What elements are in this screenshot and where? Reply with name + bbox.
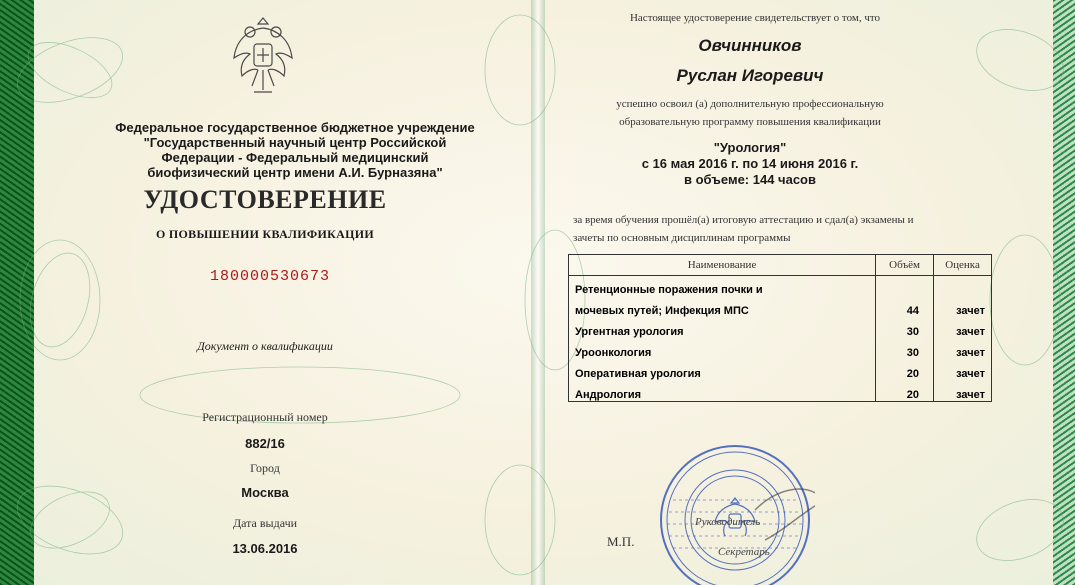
table-row [569,338,992,359]
certificate-intro: Настоящее удостоверение свидетельствует о том, что [629,12,881,24]
city-value: Москва [241,485,289,500]
subject-name: Уроонкология [569,338,876,359]
subject-hours: 44 [876,296,934,317]
header-grade: Оценка [934,255,992,276]
program-name: "Урология" [713,140,787,155]
table-row [569,380,992,402]
mp-label: М.П. [607,534,635,549]
table-row [569,276,992,297]
subject-name: Ургентная урология [569,317,876,338]
header-name: Наименование [569,255,876,276]
table-row [569,296,992,317]
city-label: Город [250,461,280,475]
subject-name: Андрология [569,380,876,402]
document-type: Документ о квалификации [197,339,333,353]
holder-given-names: Руслан Игоревич [676,66,824,85]
header-hours: Объём [876,255,934,276]
subject-name: Оперативная урология [569,359,876,380]
subjects-table [568,254,992,402]
registration-label: Регистрационный номер [202,410,328,424]
document-subtitle: О ПОВЫШЕНИИ КВАЛИФИКАЦИИ [155,227,375,241]
exam-text-line-1: за время обучения прошёл(а) итоговую аттестацию и сдал(а) экзамены и [573,214,914,226]
subject-grade: зачет [934,359,992,380]
exam-description [573,211,973,247]
subject-hours: 30 [876,338,934,359]
table-header-row [569,255,992,276]
program-block [600,140,900,188]
registration-number: 882/16 [245,436,285,451]
subject-grade [934,276,992,297]
subject-hours [876,276,934,297]
program-description [580,95,920,131]
exam-text-line-2: зачеты по основным дисциплинам программы [573,232,791,244]
left-green-border [0,0,34,585]
issue-date: 13.06.2016 [232,541,298,556]
subject-hours: 20 [876,380,934,402]
subject-hours: 30 [876,317,934,338]
signatory-head: Руководитель [695,516,761,528]
table-row [569,317,992,338]
program-dates: с 16 мая 2016 г. по 14 июня 2016 г. [641,156,859,171]
subject-name: мочевых путей; Инфекция МПС [569,296,876,317]
issue-date-label: Дата выдачи [232,516,298,530]
holder-surname: Овчинников [698,36,802,55]
organization-name: Федеральное государственное бюджетное учреждение "Государственный научный центр Российской Федерации - Федеральный медицинский биофизический центр имени А.И. Бурназяна" [115,120,475,180]
document-title: УДОСТОВЕРЕНИЕ [143,185,387,214]
subject-grade: зачет [934,317,992,338]
center-fold [531,0,545,585]
subject-grade: зачет [934,338,992,359]
right-green-border [1053,0,1075,585]
subject-grade: зачет [934,380,992,402]
subject-hours: 20 [876,359,934,380]
program-text-line-1: успешно освоил (а) дополнительную профессиональную [616,98,884,110]
double-headed-eagle-emblem [228,10,298,105]
program-volume: в объеме: 144 часов [684,172,816,187]
subject-name: Ретенционные поражения почки и [569,276,876,297]
subject-grade: зачет [934,296,992,317]
table-row [569,359,992,380]
round-seal-stamp [655,440,815,585]
serial-number: 180000530673 [209,268,331,285]
program-text-line-2: образовательную программу повышения квалификации [619,116,881,128]
signatory-secretary: Секретарь [718,546,770,558]
